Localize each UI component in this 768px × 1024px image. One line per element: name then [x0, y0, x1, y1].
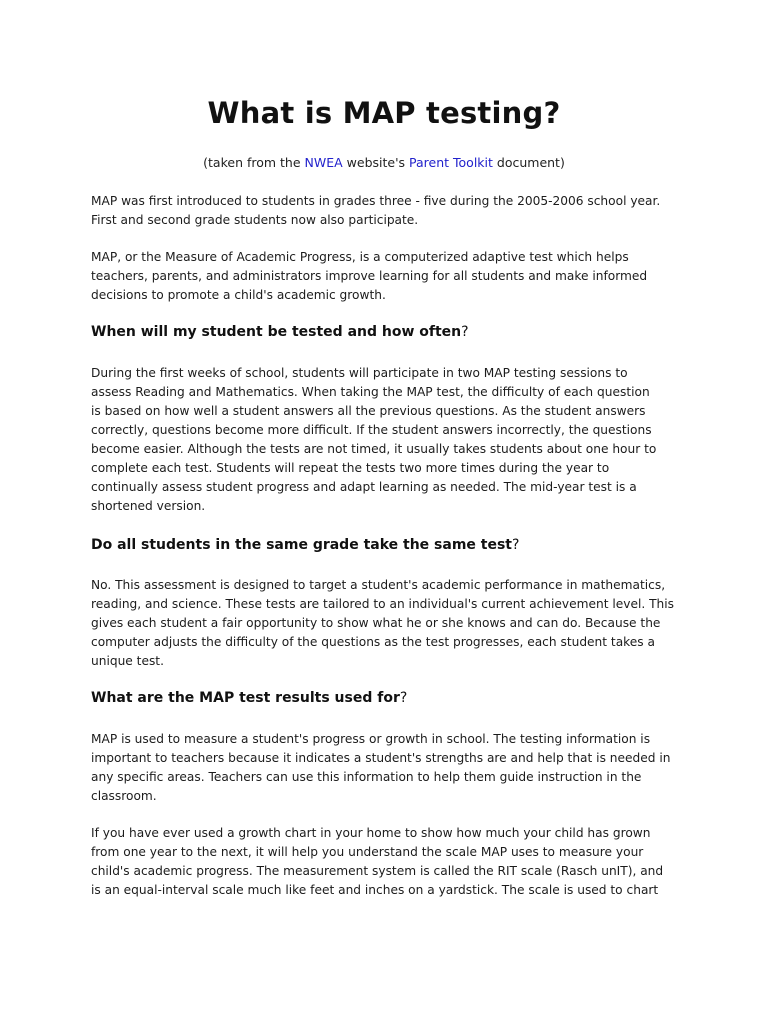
text-line: child's academic progress. The measurement system is called the RIT scale (Rasch unIT), and [91, 864, 664, 878]
growth-chart-paragraph [91, 824, 691, 900]
section-body-results-used [91, 730, 691, 806]
heading-text: What are the MAP test results used for [91, 690, 400, 706]
text-line: MAP is used to measure a student's progress or growth in school. The testing information is [91, 732, 651, 746]
section-body-when-tested [91, 364, 691, 516]
source-note-prefix: (taken from the [203, 155, 305, 170]
text-line: gives each student a fair opportunity to show what he or she knows and can do. Because the [91, 616, 661, 630]
text-line: is based on how well a student answers all the previous questions. As the student answers [91, 404, 646, 418]
intro-paragraph-1 [91, 192, 691, 230]
source-note [0, 155, 768, 170]
text-line: any specific areas. Teachers can use this information to help them guide instruction in the [91, 770, 642, 784]
text-line: important to teachers because it indicates a student's strengths are and help that is needed in [91, 751, 671, 765]
heading-question-mark: ? [461, 324, 469, 340]
text-line: shortened version. [91, 499, 206, 513]
text-line: correctly, questions become more difficult. If the student answers incorrectly, the questions [91, 423, 652, 437]
text-line: No. This assessment is designed to target a student's academic performance in mathematics, [91, 578, 666, 592]
source-note-suffix: document) [492, 155, 565, 170]
text-line: classroom. [91, 789, 157, 803]
section-heading-same-test [91, 537, 691, 553]
text-line: reading, and science. These tests are tailored to an individual's current achievement level. This [91, 597, 674, 611]
parent-toolkit-link[interactable]: Parent Toolkit [409, 155, 493, 170]
text-line: decisions to promote a child's academic growth. [91, 288, 386, 302]
text-line: assess Reading and Mathematics. When taking the MAP test, the difficulty of each question [91, 385, 650, 399]
text-line: become easier. Although the tests are not timed, it usually takes students about one hour to [91, 442, 657, 456]
heading-text: Do all students in the same grade take the same test [91, 537, 512, 553]
heading-question-mark: ? [512, 537, 520, 553]
text-line: During the first weeks of school, students will participate in two MAP testing sessions to [91, 366, 628, 380]
heading-text: When will my student be tested and how often [91, 324, 462, 340]
source-note-middle: website's [342, 155, 410, 170]
nwea-link[interactable]: NWEA [304, 155, 343, 170]
text-line: from one year to the next, it will help you understand the scale MAP uses to measure your [91, 845, 644, 859]
page-title: What is MAP testing? [207, 96, 561, 130]
text-line: If you have ever used a growth chart in your home to show how much your child has grown [91, 826, 651, 840]
text-line: continually assess student progress and adapt learning as needed. The mid-year test is a [91, 480, 637, 494]
section-heading-when-tested [91, 324, 691, 340]
text-line: computer adjusts the difficulty of the questions as the test progresses, each student takes a [91, 635, 655, 649]
text-line: complete each test. Students will repeat the tests two more times during the year to [91, 461, 610, 475]
text-line: MAP, or the Measure of Academic Progress, is a computerized adaptive test which helps [91, 250, 629, 264]
heading-question-mark: ? [399, 690, 408, 706]
text-line: First and second grade students now also participate. [91, 213, 419, 227]
intro-paragraph-2 [91, 248, 691, 305]
section-heading-results-used [91, 690, 691, 706]
section-body-same-test [91, 576, 691, 671]
text-line: unique test. [91, 654, 164, 668]
text-line: teachers, parents, and administrators improve learning for all students and make informed [91, 269, 648, 283]
text-line: MAP was first introduced to students in grades three - five during the 2005-2006 school year. [91, 194, 661, 208]
text-line: is an equal-interval scale much like feet and inches on a yardstick. The scale is used to chart [91, 883, 659, 897]
